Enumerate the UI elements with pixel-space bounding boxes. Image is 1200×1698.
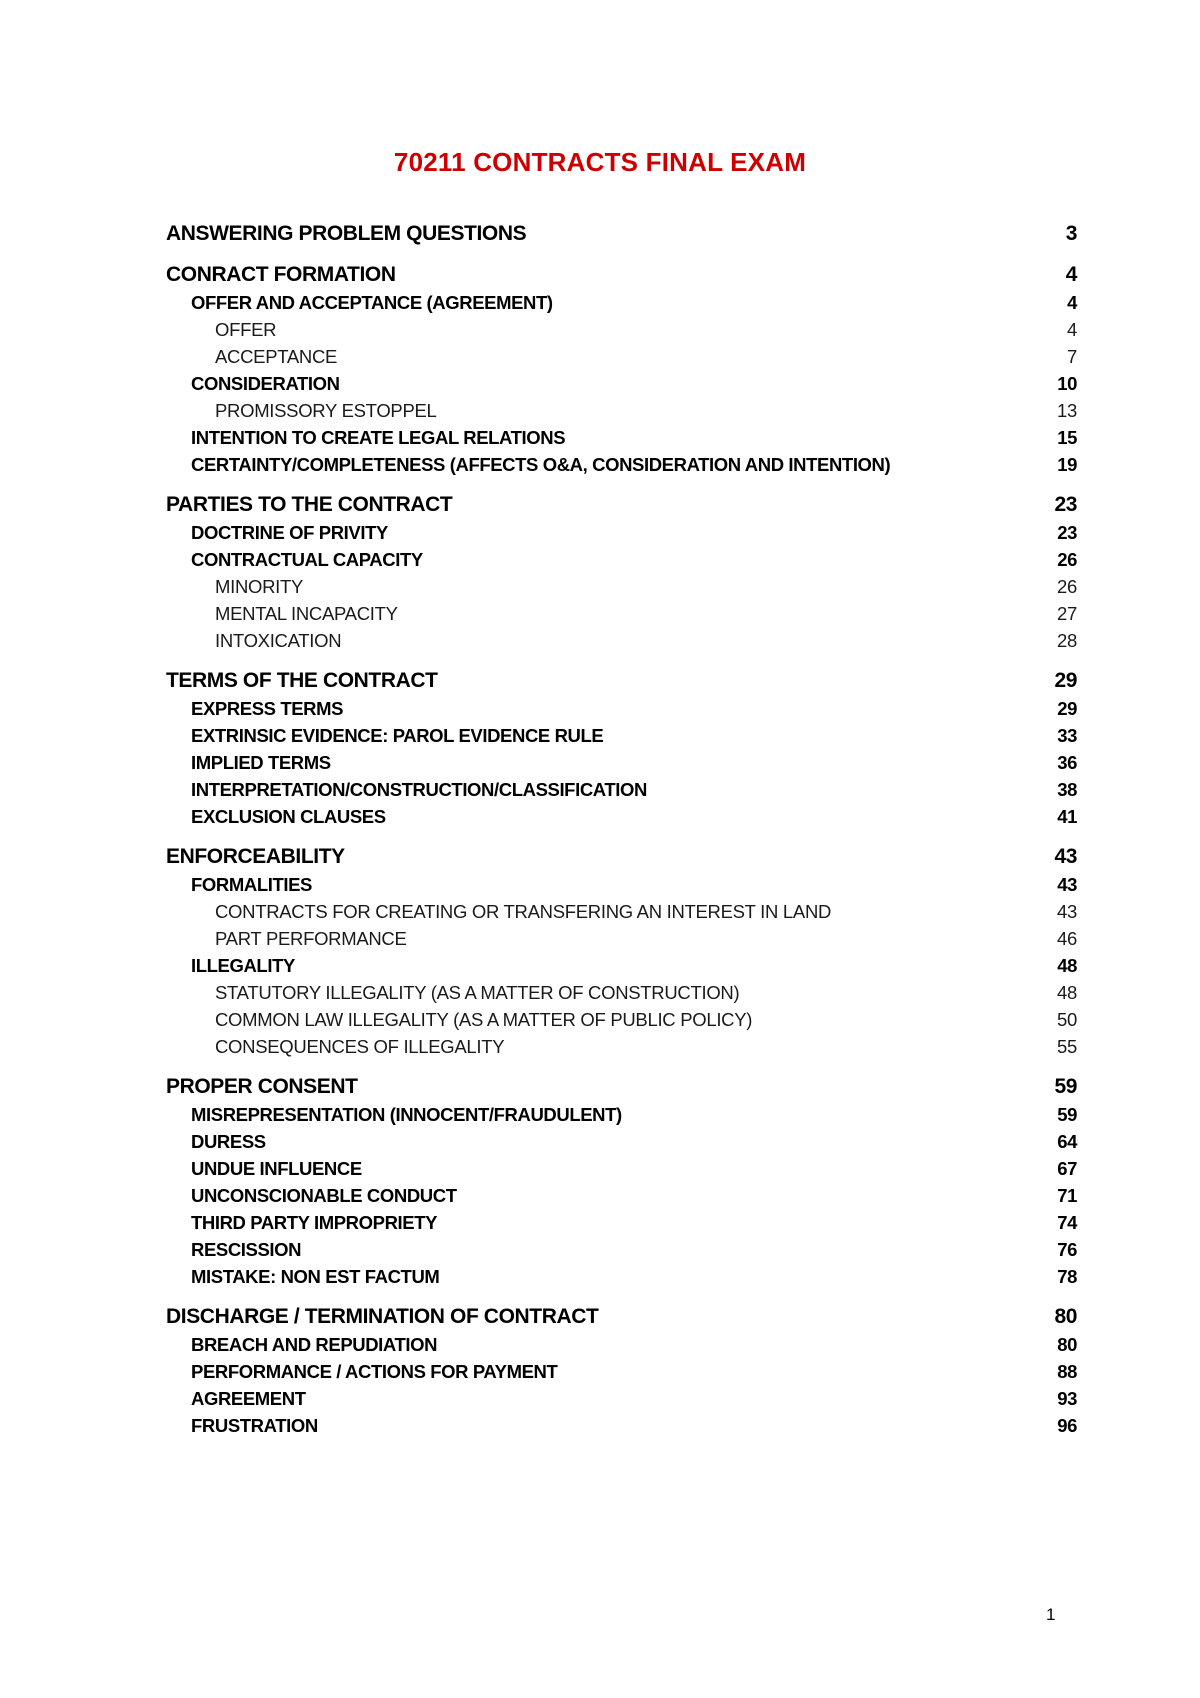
toc-entry-page: 29 (1054, 669, 1077, 692)
table-of-contents (166, 220, 1077, 1439)
toc-entry-page: 48 (1057, 982, 1077, 1003)
toc-subsection[interactable] (166, 1209, 1077, 1236)
toc-entry-page: 36 (1057, 752, 1077, 773)
toc-subsubsection[interactable] (166, 1033, 1077, 1060)
toc-subsection[interactable] (166, 803, 1077, 830)
toc-entry-label: INTOXICATION (215, 630, 342, 651)
toc-entry-page: 19 (1057, 454, 1077, 475)
toc-section[interactable] (166, 1303, 1077, 1331)
toc-entry-page: 7 (1067, 346, 1077, 367)
toc-entry-page: 43 (1057, 901, 1077, 922)
toc-entry-label: MISREPRESENTATION (INNOCENT/FRAUDULENT) (191, 1104, 622, 1125)
toc-entry-page: 4 (1067, 319, 1077, 340)
toc-subsubsection[interactable] (166, 316, 1077, 343)
toc-entry-page: 3 (1065, 222, 1077, 245)
toc-subsection[interactable] (166, 519, 1077, 546)
toc-entry-page: 50 (1057, 1009, 1077, 1030)
toc-subsection[interactable] (166, 370, 1077, 397)
toc-subsection[interactable] (166, 776, 1077, 803)
toc-section[interactable] (166, 667, 1077, 695)
toc-entry-label: PROMISSORY ESTOPPEL (215, 400, 437, 421)
toc-entry-page: 64 (1057, 1131, 1077, 1152)
toc-entry-label: CONTRACTUAL CAPACITY (191, 549, 423, 570)
toc-entry-page: 43 (1057, 874, 1077, 895)
toc-entry-page: 48 (1057, 955, 1077, 976)
toc-entry-label: UNCONSCIONABLE CONDUCT (191, 1185, 457, 1206)
toc-entry-label: DISCHARGE / TERMINATION OF CONTRACT (166, 1305, 599, 1328)
toc-entry-page: 4 (1065, 263, 1077, 286)
toc-entry-label: EXCLUSION CLAUSES (191, 806, 386, 827)
toc-entry-label: TERMS OF THE CONTRACT (166, 669, 438, 692)
toc-entry-label: PROPER CONSENT (166, 1075, 358, 1098)
toc-subsubsection[interactable] (166, 573, 1077, 600)
toc-entry-label: OFFER AND ACCEPTANCE (AGREEMENT) (191, 292, 553, 313)
toc-subsection[interactable] (166, 289, 1077, 316)
page-number: 1 (1046, 1605, 1056, 1624)
toc-subsection[interactable] (166, 451, 1077, 478)
toc-entry-label: PARTIES TO THE CONTRACT (166, 493, 453, 516)
toc-entry-label: STATUTORY ILLEGALITY (AS A MATTER OF CONSTRUCTION) (215, 982, 740, 1003)
toc-entry-label: AGREEMENT (191, 1388, 306, 1409)
toc-entry-label: MISTAKE: NON EST FACTUM (191, 1266, 440, 1287)
toc-entry-label: CONRACT FORMATION (166, 263, 396, 286)
toc-subsubsection[interactable] (166, 397, 1077, 424)
toc-entry-label: DURESS (191, 1131, 266, 1152)
toc-entry-page: 27 (1057, 603, 1077, 624)
toc-subsubsection[interactable] (166, 1006, 1077, 1033)
toc-subsection[interactable] (166, 1236, 1077, 1263)
toc-entry-page: 71 (1057, 1185, 1077, 1206)
toc-subsection[interactable] (166, 1182, 1077, 1209)
toc-subsection[interactable] (166, 1101, 1077, 1128)
toc-entry-label: EXTRINSIC EVIDENCE: PAROL EVIDENCE RULE (191, 725, 604, 746)
toc-entry-label: CONSEQUENCES OF ILLEGALITY (215, 1036, 505, 1057)
toc-subsection[interactable] (166, 424, 1077, 451)
toc-entry-label: BREACH AND REPUDIATION (191, 1334, 438, 1355)
toc-entry-page: 59 (1054, 1075, 1077, 1098)
toc-subsubsection[interactable] (166, 979, 1077, 1006)
toc-entry-page: 93 (1057, 1388, 1077, 1409)
toc-entry-page: 23 (1054, 493, 1077, 516)
toc-entry-page: 76 (1057, 1239, 1077, 1260)
toc-subsection[interactable] (166, 871, 1077, 898)
toc-entry-label: FORMALITIES (191, 874, 312, 895)
toc-entry-page: 29 (1057, 698, 1077, 719)
toc-entry-page: 80 (1057, 1334, 1077, 1355)
toc-subsubsection[interactable] (166, 600, 1077, 627)
toc-entry-page: 96 (1057, 1415, 1077, 1436)
toc-subsection[interactable] (166, 1358, 1077, 1385)
toc-entry-page: 46 (1057, 928, 1077, 949)
toc-entry-label: PART PERFORMANCE (215, 928, 407, 949)
toc-entry-page: 4 (1067, 292, 1077, 313)
toc-entry-page: 23 (1057, 522, 1077, 543)
toc-entry-label: RESCISSION (191, 1239, 302, 1260)
toc-entry-label: EXPRESS TERMS (191, 698, 344, 719)
toc-subsubsection[interactable] (166, 898, 1077, 925)
toc-entry-label: ILLEGALITY (191, 955, 295, 976)
toc-subsection[interactable] (166, 749, 1077, 776)
toc-subsection[interactable] (166, 952, 1077, 979)
toc-subsection[interactable] (166, 695, 1077, 722)
toc-subsubsection[interactable] (166, 925, 1077, 952)
toc-entry-label: CERTAINTY/COMPLETENESS (AFFECTS O&A, CONSIDERATION AND INTENTION) (191, 454, 891, 475)
toc-entry-page: 41 (1057, 806, 1077, 827)
toc-entry-label: IMPLIED TERMS (191, 752, 331, 773)
toc-entry-label: INTERPRETATION/CONSTRUCTION/CLASSIFICATION (191, 779, 647, 800)
toc-entry-page: 43 (1054, 845, 1077, 868)
toc-entry-page: 88 (1057, 1361, 1077, 1382)
toc-subsubsection[interactable] (166, 627, 1077, 654)
toc-entry-label: OFFER (215, 319, 277, 340)
toc-subsection[interactable] (166, 722, 1077, 749)
toc-entry-label: PERFORMANCE / ACTIONS FOR PAYMENT (191, 1361, 558, 1382)
toc-subsection[interactable] (166, 1385, 1077, 1412)
toc-entry-label: DOCTRINE OF PRIVITY (191, 522, 388, 543)
toc-entry-label: ANSWERING PROBLEM QUESTIONS (166, 222, 527, 245)
toc-entry-label: MENTAL INCAPACITY (215, 603, 398, 624)
toc-entry-label: COMMON LAW ILLEGALITY (AS A MATTER OF PUBLIC POLICY) (215, 1009, 753, 1030)
toc-section[interactable] (166, 843, 1077, 871)
toc-entry-page: 28 (1057, 630, 1077, 651)
toc-entry-page: 55 (1057, 1036, 1077, 1057)
toc-entry-label: INTENTION TO CREATE LEGAL RELATIONS (191, 427, 566, 448)
toc-entry-page: 78 (1057, 1266, 1077, 1287)
toc-entry-label: ENFORCEABILITY (166, 845, 345, 868)
toc-entry-label: FRUSTRATION (191, 1415, 318, 1436)
toc-entry-page: 10 (1057, 373, 1077, 394)
toc-entry-label: MINORITY (215, 576, 304, 597)
toc-entry-page: 67 (1057, 1158, 1077, 1179)
toc-subsubsection[interactable] (166, 343, 1077, 370)
toc-subsection[interactable] (166, 1128, 1077, 1155)
toc-entry-label: THIRD PARTY IMPROPRIETY (191, 1212, 438, 1233)
toc-section[interactable] (166, 491, 1077, 519)
toc-section[interactable] (166, 1073, 1077, 1101)
toc-section[interactable] (166, 220, 1077, 248)
toc-entry-page: 80 (1054, 1305, 1077, 1328)
toc-entry-page: 38 (1057, 779, 1077, 800)
toc-entry-page: 26 (1057, 549, 1077, 570)
toc-entry-label: CONSIDERATION (191, 373, 340, 394)
page-title: 70211 CONTRACTS FINAL EXAM (393, 147, 807, 177)
toc-entry-page: 74 (1057, 1212, 1077, 1233)
toc-entry-page: 15 (1057, 427, 1077, 448)
toc-entry-page: 33 (1057, 725, 1077, 746)
toc-subsection[interactable] (166, 546, 1077, 573)
toc-subsection[interactable] (166, 1155, 1077, 1182)
toc-entry-label: ACCEPTANCE (215, 346, 338, 367)
toc-subsection[interactable] (166, 1412, 1077, 1439)
toc-subsection[interactable] (166, 1263, 1077, 1290)
toc-entry-label: UNDUE INFLUENCE (191, 1158, 362, 1179)
toc-entry-page: 26 (1057, 576, 1077, 597)
toc-entry-page: 59 (1057, 1104, 1077, 1125)
toc-section[interactable] (166, 261, 1077, 289)
toc-entry-page: 13 (1057, 400, 1077, 421)
toc-subsection[interactable] (166, 1331, 1077, 1358)
toc-entry-label: CONTRACTS FOR CREATING OR TRANSFERING AN INTEREST IN LAND (215, 901, 832, 922)
